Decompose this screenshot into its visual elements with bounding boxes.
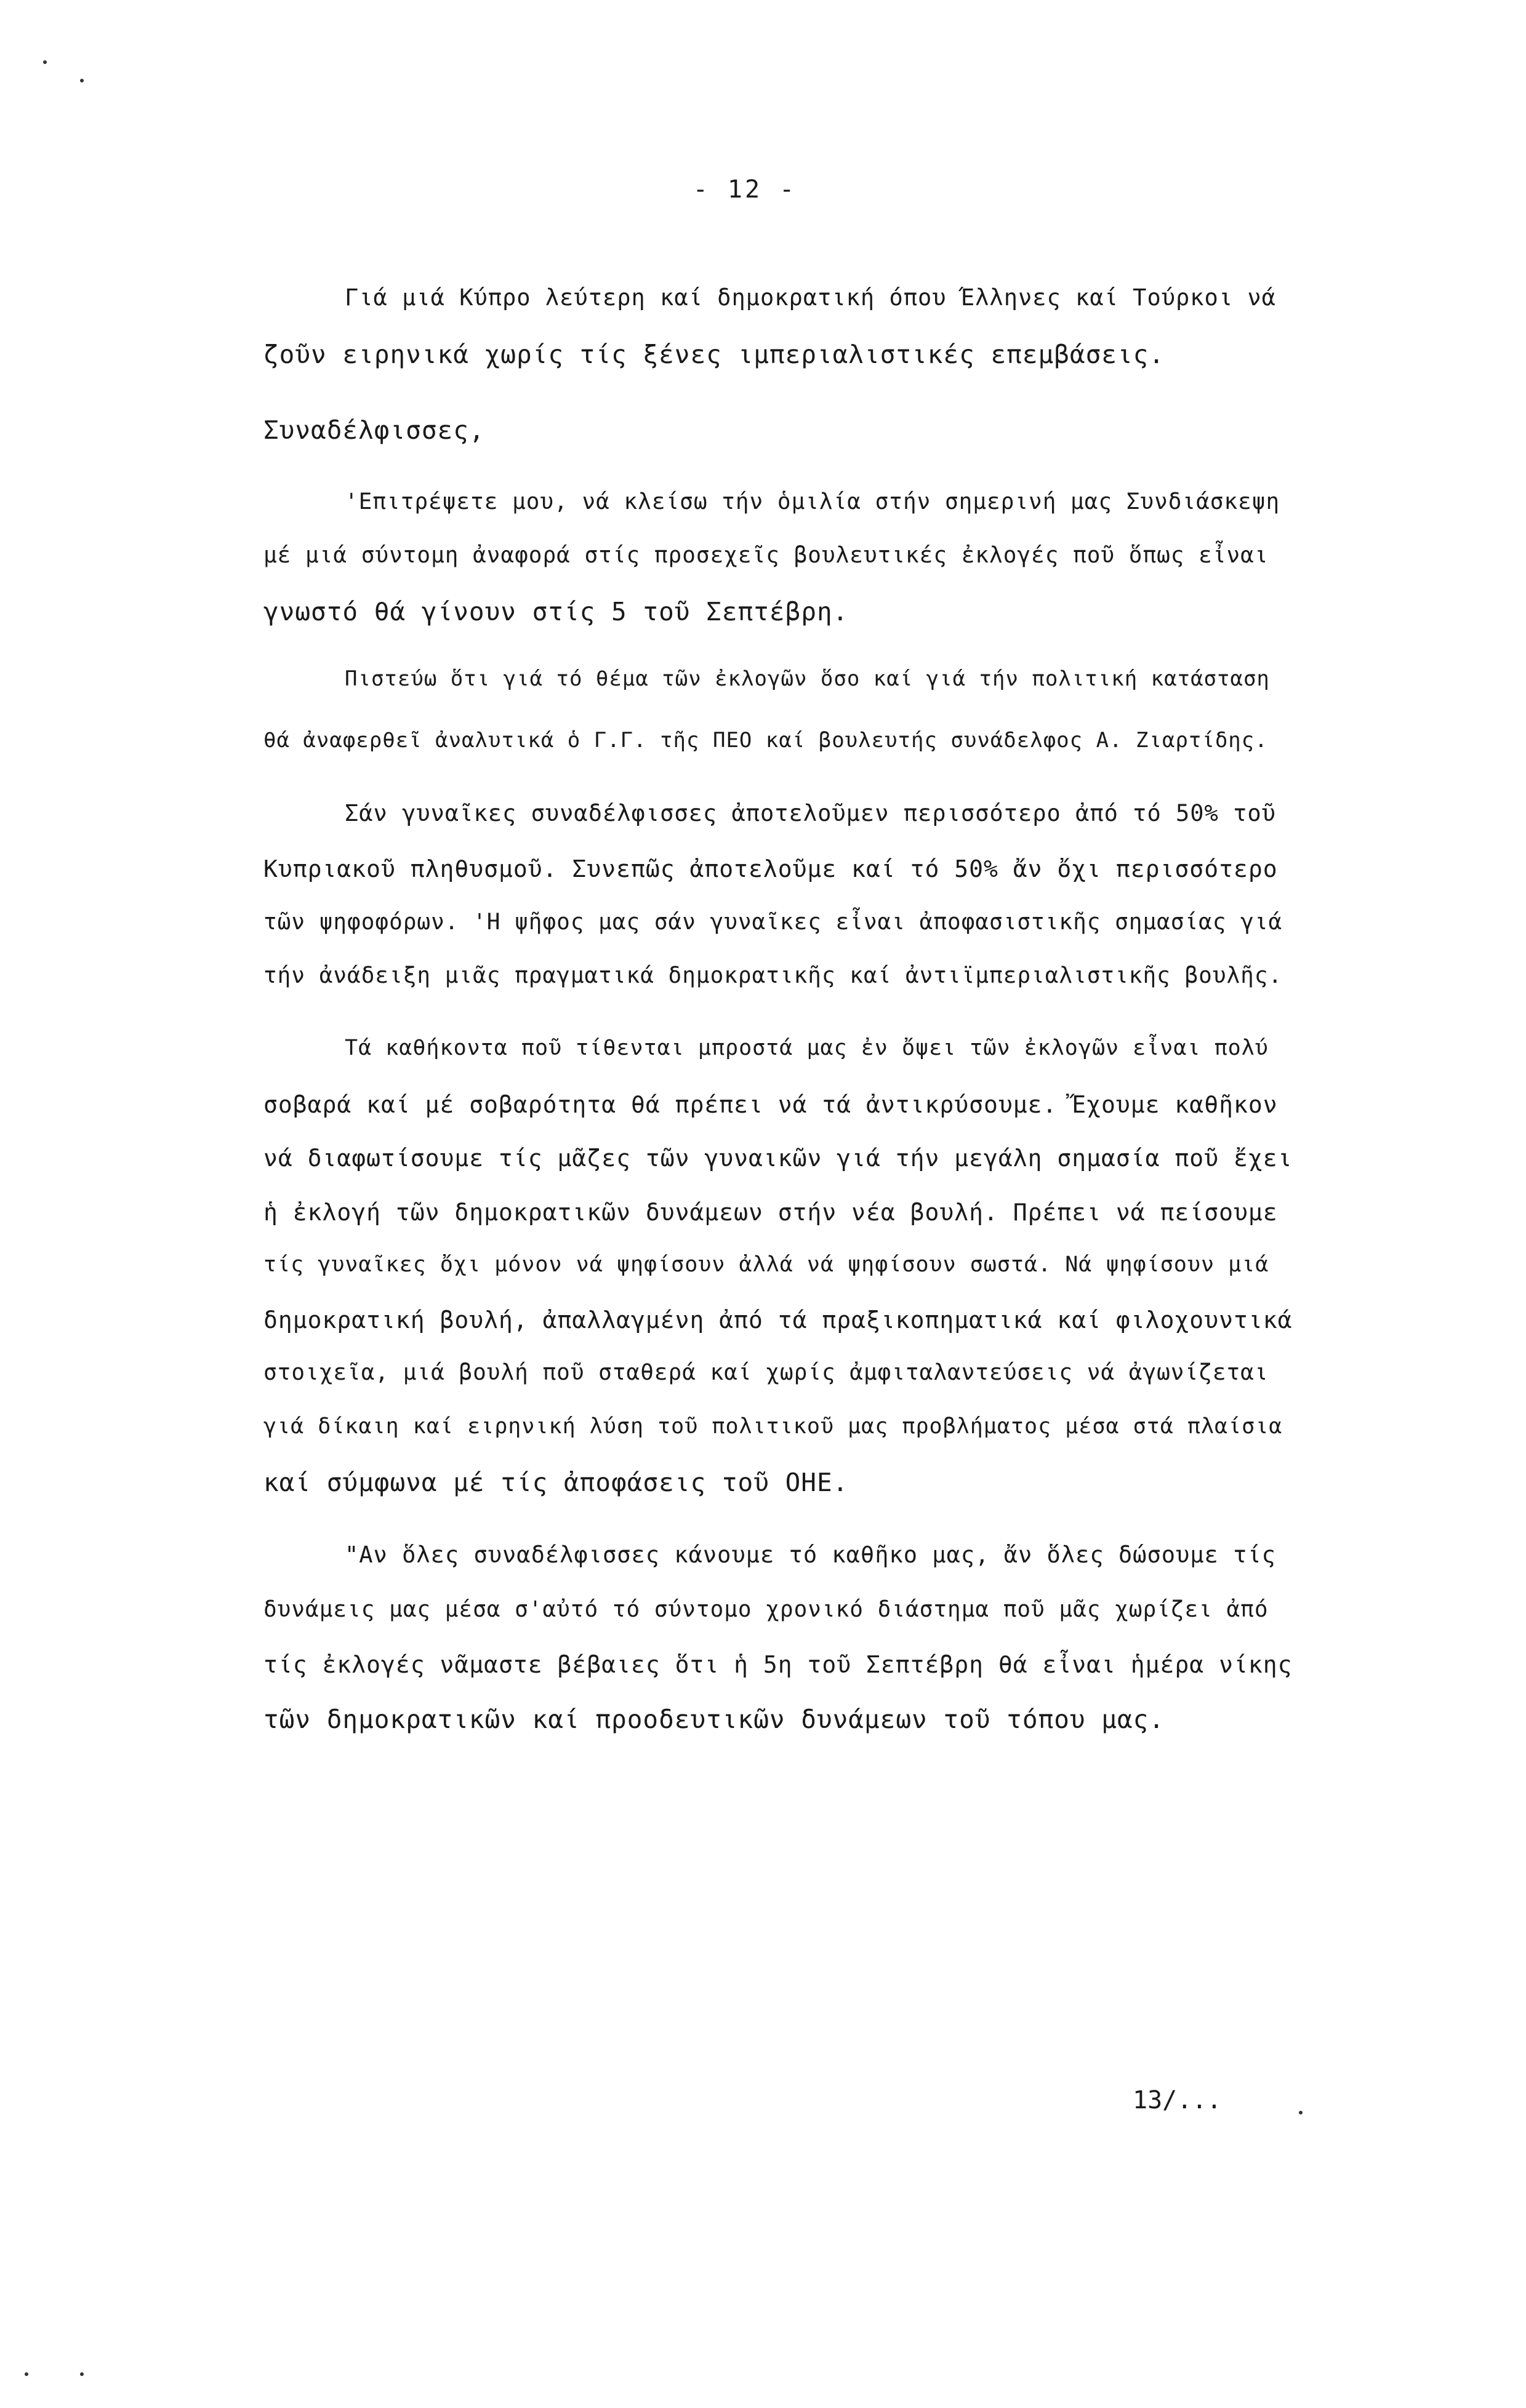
text-line: καί σύμφωνα μέ τίς ἀποφάσεις τοῦ ΟΗΕ.: [263, 1468, 849, 1497]
text-line: τίς ἐκλογές νᾶμαστε βέβαιες ὅτι ἡ 5η τοῦ Σεπτέβρη θά εἶναι ἡμέρα νίκης: [263, 1651, 1293, 1678]
text-line: Κυπριακοῦ πληθυσμοῦ. Συνεπῶς ἀποτελοῦμε καί τό 50% ἄν ὄχι περισσότερο: [263, 855, 1278, 882]
text-line: τῶν δημοκρατικῶν καί προοδευτικῶν δυνάμεων τοῦ τόπου μας.: [263, 1705, 1165, 1734]
scan-speck: [1299, 2111, 1303, 2114]
scan-speck: [43, 60, 47, 64]
text-line: τίς γυναῖκες ὄχι μόνον νά ψηφίσουν ἀλλά νά ψηφίσουν σωστά. Νά ψηφίσουν μιά: [263, 1252, 1269, 1277]
scan-speck: [25, 2372, 28, 2376]
text-line: Σάν γυναῖκες συναδέλφισσες ἀποτελοῦμεν περισσότερο ἀπό τό 50% τοῦ: [345, 800, 1276, 826]
text-line: 'Επιτρέψετε μου, νά κλείσω τήν ὁμιλία στήν σημερινή μας Συνδιάσκεψη: [345, 489, 1280, 514]
text-line: ἡ ἐκλογή τῶν δημοκρατικῶν δυνάμεων στήν νέα βουλή. Πρέπει νά πείσουμε: [263, 1199, 1278, 1226]
page-number: - 12 -: [693, 175, 797, 204]
scan-speck: [80, 79, 84, 82]
text-line: "Αν ὅλες συναδέλφισσες κάνουμε τό καθῆκο μας, ἄν ὅλες δώσουμε τίς: [345, 1542, 1276, 1568]
text-line: τήν ἀνάδειξη μιᾶς πραγματικά δημοκρατικῆς καί ἀντιϊμπεριαλιστικῆς βουλῆς.: [263, 963, 1283, 988]
text-line: στοιχεῖα, μιά βουλή ποῦ σταθερά καί χωρίς ἀμφιταλαντεύσεις νά ἀγωνίζεται: [263, 1360, 1269, 1385]
salutation: Συναδέλφισσες,: [263, 415, 485, 445]
text-line: μέ μιά σύντομη ἀναφορά στίς προσεχεῖς βουλευτικές ἐκλογές ποῦ ὅπως εἶναι: [263, 543, 1269, 568]
text-line: Πιστεύω ὅτι γιά τό θέμα τῶν ἐκλογῶν ὅσο καί γιά τήν πολιτική κατάσταση: [345, 666, 1270, 691]
continuation-marker: 13/...: [1133, 2086, 1222, 2114]
text-line: γιά δίκαιη καί ειρηνική λύση τοῦ πολιτικοῦ μας προβλήματος μέσα στά πλαίσια: [263, 1414, 1283, 1439]
text-line: ζοῦν ειρηνικά χωρίς τίς ξένες ιμπεριαλιστικές επεμβάσεις.: [263, 340, 1165, 369]
text-line: δυνάμεις μας μέσα σ'αὐτό τό σύντομο χρονικό διάστημα ποῦ μᾶς χωρίζει ἀπό: [263, 1597, 1269, 1622]
text-line: γνωστό θά γίνουν στίς 5 τοῦ Σεπτέβρη.: [263, 597, 849, 626]
text-line: δημοκρατική βουλή, ἀπαλλαγμένη ἀπό τά πραξικοπηματικά καί φιλοχουντικά: [263, 1306, 1293, 1334]
text-line: τῶν ψηφοφόρων. 'Η ψῆφος μας σάν γυναῖκες εἶναι ἀποφασιστικῆς σημασίας γιά: [263, 910, 1283, 935]
text-line: σοβαρά καί μέ σοβαρότητα θά πρέπει νά τά ἀντικρύσουμε. Ἔχουμε καθῆκον: [263, 1091, 1278, 1118]
text-line: νά διαφωτίσουμε τίς μᾶζες τῶν γυναικῶν γιά τήν μεγάλη σημασία ποῦ ἔχει: [263, 1145, 1293, 1172]
text-line: Γιά μιά Κύπρο λεύτερη καί δημοκρατική όπου Έλληνες καί Τούρκοι νά: [345, 284, 1276, 311]
scan-speck: [80, 2372, 84, 2376]
text-line: θά ἀναφερθεῖ ἀναλυτικά ὁ Γ.Γ. τῆς ΠΕΟ καί βουλευτής συνάδελφος Α. Ζιαρτίδης.: [263, 728, 1268, 753]
text-line: Τά καθήκοντα ποῦ τίθενται μπροστά μας ἐν ὄψει τῶν ἐκλογῶν εἶναι πολύ: [345, 1036, 1269, 1060]
